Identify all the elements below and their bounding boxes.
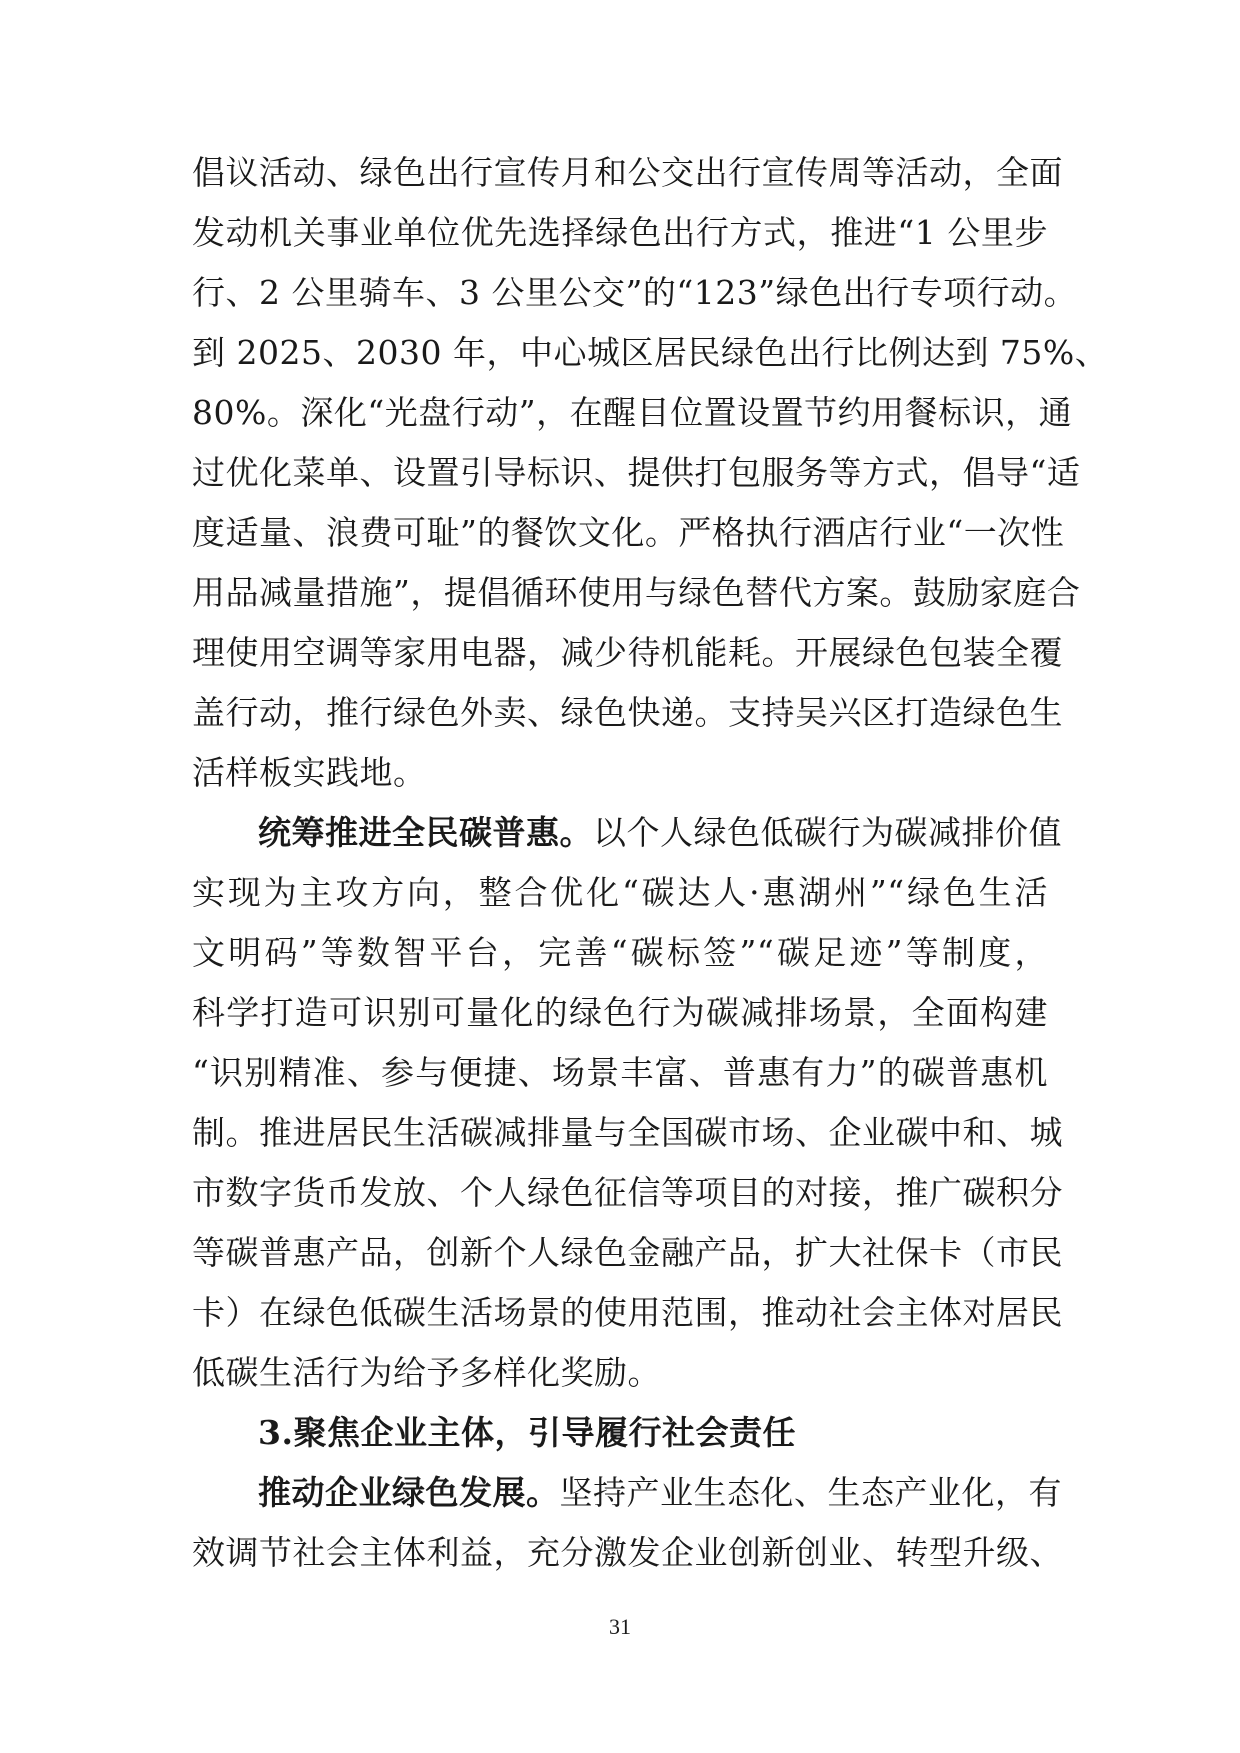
paragraph-line: 理使用空调等家用电器，减少待机能耗。开展绿色包装全覆 — [192, 633, 1063, 672]
paragraph-text: 以个人绿色低碳行为碳减排价值 — [593, 813, 1062, 852]
paragraph-line: 等碳普惠产品，创新个人绿色金融产品，扩大社保卡（市民 — [192, 1233, 1063, 1272]
paragraph-line: 活样板实践地。 — [192, 753, 427, 792]
paragraph-line: 倡议活动、绿色出行宣传月和公交出行宣传周等活动，全面 — [192, 153, 1063, 192]
paragraph-line: 卡）在绿色低碳生活场景的使用范围，推动社会主体对居民 — [192, 1293, 1063, 1332]
paragraph-first-line — [258, 803, 1062, 863]
paragraph-line: 低碳生活行为给予多样化奖励。 — [192, 1353, 661, 1392]
paragraph-line: 行、2 公里骑车、3 公里公交”的“123”绿色出行专项行动。 — [192, 273, 1078, 312]
paragraph-heading: 统筹推进全民碳普惠。 — [258, 813, 593, 852]
paragraph-text: 坚持产业生态化、生态产业化，有 — [559, 1473, 1062, 1512]
paragraph-line: 市数字货币发放、个人绿色征信等项目的对接，推广碳积分 — [192, 1173, 1063, 1212]
paragraph-line: 效调节社会主体利益，充分激发企业创新创业、转型升级、 — [192, 1533, 1063, 1572]
paragraph-line: 发动机关事业单位优先选择绿色出行方式，推进“1 公里步 — [192, 213, 1048, 252]
paragraph-line: 80%。深化“光盘行动”，在醒目位置设置节约用餐标识，通 — [192, 393, 1073, 432]
paragraph-line: 到 2025、2030 年，中心城区居民绿色出行比例达到 75%、 — [192, 333, 1109, 372]
paragraph-first-line — [258, 1463, 1062, 1523]
paragraph-line: 实现为主攻方向，整合优化“碳达人·惠湖州”“绿色生活 — [192, 873, 1048, 912]
paragraph-line: “识别精准、参与便捷、场景丰富、普惠有力”的碳普惠机 — [192, 1053, 1048, 1092]
paragraph-line: 盖行动，推行绿色外卖、绿色快递。支持吴兴区打造绿色生 — [192, 693, 1063, 732]
paragraph-line: 科学打造可识别可量化的绿色行为碳减排场景，全面构建 — [192, 993, 1048, 1032]
paragraph-line: 度适量、浪费可耻”的餐饮文化。严格执行酒店行业“一次性 — [192, 513, 1065, 552]
paragraph-line: 文明码”等数智平台，完善“碳标签”“碳足迹”等制度， — [192, 933, 1048, 972]
section-heading: 3.聚焦企业主体，引导履行社会责任 — [258, 1413, 796, 1452]
paragraph-line: 制。推进居民生活碳减排量与全国碳市场、企业碳中和、城 — [192, 1113, 1063, 1152]
page-number: 31 — [609, 1614, 631, 1639]
paragraph-heading: 推动企业绿色发展。 — [258, 1473, 560, 1512]
paragraph-line: 用品减量措施”，提倡循环使用与绿色替代方案。鼓励家庭合 — [192, 573, 1081, 612]
paragraph-line: 过优化菜单、设置引导标识、提供打包服务等方式，倡导“适 — [192, 453, 1081, 492]
